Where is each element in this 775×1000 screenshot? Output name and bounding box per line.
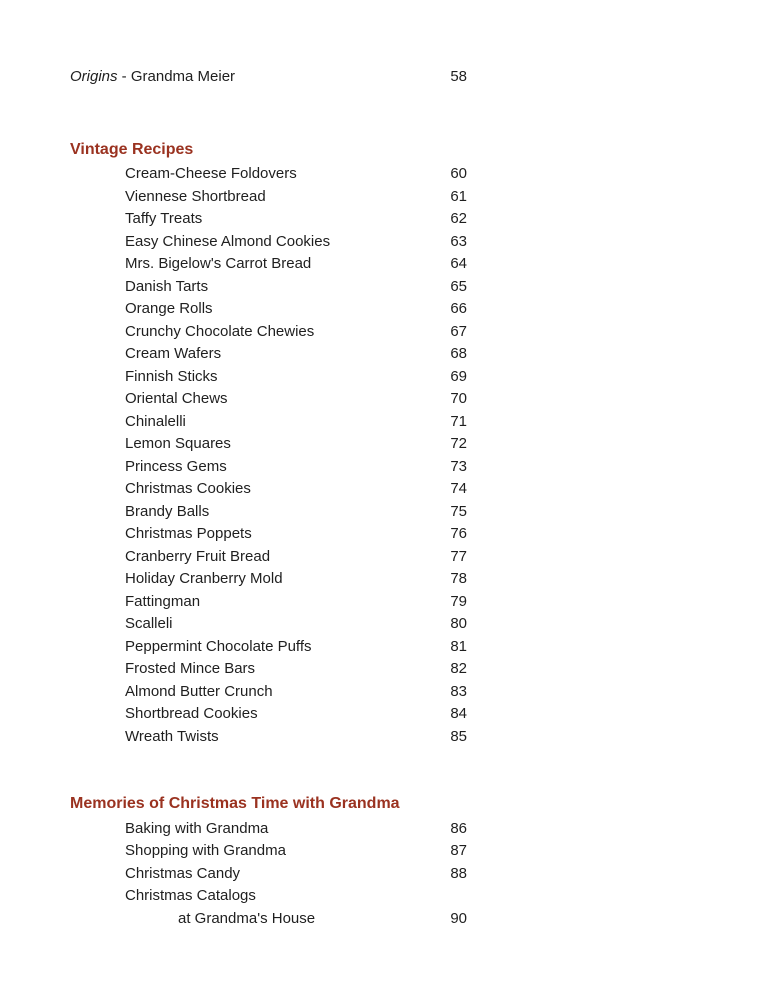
toc-entry-page: 67 bbox=[450, 322, 467, 340]
toc-entry bbox=[125, 818, 467, 841]
toc-entry-title: Orange Rolls bbox=[125, 300, 213, 317]
toc-entry-title: Princess Gems bbox=[125, 457, 227, 475]
toc-entry-page: 84 bbox=[450, 705, 467, 722]
toc-entry bbox=[125, 388, 467, 411]
section-memories bbox=[70, 793, 775, 930]
toc-entry-title: Almond Butter Crunch bbox=[125, 682, 273, 700]
toc-entry bbox=[125, 546, 467, 569]
toc-entry-origins bbox=[70, 66, 467, 89]
toc-entry-title: Fattingman bbox=[125, 592, 201, 610]
toc-entry bbox=[125, 276, 467, 299]
toc-entry-page: 77 bbox=[450, 547, 467, 565]
toc-entry-title: Cream-Cheese Foldovers bbox=[125, 165, 297, 182]
toc-entry-page: 71 bbox=[450, 412, 467, 430]
toc-entry-title: Taffy Treats bbox=[125, 210, 203, 227]
section-item-list bbox=[70, 818, 775, 931]
toc-entry bbox=[125, 591, 467, 614]
toc-entry-title: Christmas Poppets bbox=[125, 525, 252, 542]
toc-entry-page: 79 bbox=[450, 592, 467, 610]
toc-entry bbox=[125, 456, 467, 479]
toc-entry-title-rest: - Grandma Meier bbox=[117, 68, 236, 85]
toc-entry bbox=[125, 681, 467, 704]
toc-entry-page: 63 bbox=[450, 232, 467, 250]
toc-entry-title: Crunchy Chocolate Chewies bbox=[125, 322, 315, 340]
toc-entry-title: Frosted Mince Bars bbox=[125, 660, 256, 677]
toc-entry-title: Christmas Cookies bbox=[125, 480, 251, 497]
toc-entry-title: Lemon Squares bbox=[125, 435, 231, 452]
toc-entry-title: Oriental Chews bbox=[125, 390, 228, 407]
toc-entry bbox=[125, 726, 467, 749]
toc-entry bbox=[125, 523, 467, 546]
toc-entry-page: 65 bbox=[450, 277, 467, 295]
toc-entry-title: Shortbread Cookies bbox=[125, 705, 258, 722]
toc-entry-title-italic: Origins bbox=[70, 68, 118, 85]
toc-entry-page: 74 bbox=[450, 480, 467, 497]
toc-entry bbox=[125, 298, 467, 321]
toc-entry bbox=[125, 253, 467, 276]
toc-entry bbox=[125, 366, 467, 389]
toc-entry bbox=[125, 411, 467, 434]
toc-entry-page: 78 bbox=[450, 570, 467, 587]
toc-entry-page: 86 bbox=[450, 819, 467, 837]
toc-entry-page: 76 bbox=[450, 525, 467, 542]
toc-entry-title: Baking with Grandma bbox=[125, 819, 269, 837]
toc-entry-page: 88 bbox=[450, 864, 467, 882]
toc-entry-title bbox=[70, 66, 235, 89]
toc-entry-title: Easy Chinese Almond Cookies bbox=[125, 232, 331, 250]
toc-entry-page: 58 bbox=[450, 68, 467, 85]
toc-entry-title: at Grandma's House bbox=[178, 909, 316, 927]
toc-entry-page: 66 bbox=[450, 300, 467, 317]
toc-entry-title: Danish Tarts bbox=[125, 277, 209, 295]
toc-entry-page: 87 bbox=[450, 842, 467, 859]
toc-entry-page: 69 bbox=[450, 367, 467, 385]
section-heading: Memories of Christmas Time with Grandma bbox=[70, 795, 400, 812]
toc-entry bbox=[125, 208, 467, 231]
toc-entry-page: 72 bbox=[450, 435, 467, 452]
toc-entry bbox=[125, 568, 467, 591]
toc-entry bbox=[125, 885, 467, 908]
toc-entry-page: 83 bbox=[450, 682, 467, 700]
toc-entry-title: Brandy Balls bbox=[125, 502, 210, 520]
toc-entry bbox=[125, 501, 467, 524]
toc-entry-page: 82 bbox=[450, 660, 467, 677]
section-vintage-recipes bbox=[70, 139, 775, 749]
section-heading: Vintage Recipes bbox=[70, 140, 194, 158]
toc-entry bbox=[125, 840, 467, 863]
toc-entry-page: 85 bbox=[450, 727, 467, 745]
toc-entry-title: Christmas Candy bbox=[125, 864, 241, 882]
toc-entry-title: Cranberry Fruit Bread bbox=[125, 547, 271, 565]
toc-entry-page: 75 bbox=[450, 502, 467, 520]
toc-entry-title: Chinalelli bbox=[125, 412, 186, 430]
toc-entry-page: 62 bbox=[450, 210, 467, 227]
toc-entry bbox=[125, 321, 467, 344]
toc-entry bbox=[125, 863, 467, 886]
section-item-list bbox=[70, 163, 775, 748]
toc-entry bbox=[125, 343, 467, 366]
toc-entry-title: Viennese Shortbread bbox=[125, 187, 266, 205]
toc-entry-title: Mrs. Bigelow's Carrot Bread bbox=[125, 255, 312, 272]
toc-entry-title: Christmas Catalogs bbox=[125, 887, 256, 904]
toc-entry-page: 68 bbox=[450, 345, 467, 362]
toc-entry bbox=[125, 186, 467, 209]
toc-entry-page: 81 bbox=[450, 637, 467, 655]
toc-entry bbox=[125, 703, 467, 726]
toc-entry bbox=[125, 231, 467, 254]
toc-entry-page: 73 bbox=[450, 457, 467, 475]
toc-entry-page: 61 bbox=[450, 187, 467, 205]
toc-entry bbox=[125, 163, 467, 186]
toc-entry-page: 80 bbox=[450, 615, 467, 632]
toc-entry-title: Cream Wafers bbox=[125, 345, 222, 362]
toc-entry-page: 90 bbox=[450, 909, 467, 927]
toc-entry bbox=[125, 636, 467, 659]
toc-entry bbox=[125, 613, 467, 636]
toc-entry-title: Peppermint Chocolate Puffs bbox=[125, 637, 312, 655]
toc-entry-title: Scalleli bbox=[125, 615, 173, 632]
toc-entry-page: 60 bbox=[450, 165, 467, 182]
toc-entry-title: Holiday Cranberry Mold bbox=[125, 570, 283, 587]
toc-entry-page: 70 bbox=[450, 390, 467, 407]
toc-entry bbox=[125, 658, 467, 681]
toc-entry-title: Finnish Sticks bbox=[125, 367, 218, 385]
toc-entry bbox=[125, 433, 467, 456]
toc-entry-title: Shopping with Grandma bbox=[125, 842, 286, 859]
toc-entry bbox=[178, 908, 467, 931]
toc-entry-title: Wreath Twists bbox=[125, 727, 219, 745]
toc-entry-page: 64 bbox=[450, 255, 467, 272]
toc-entry bbox=[125, 478, 467, 501]
